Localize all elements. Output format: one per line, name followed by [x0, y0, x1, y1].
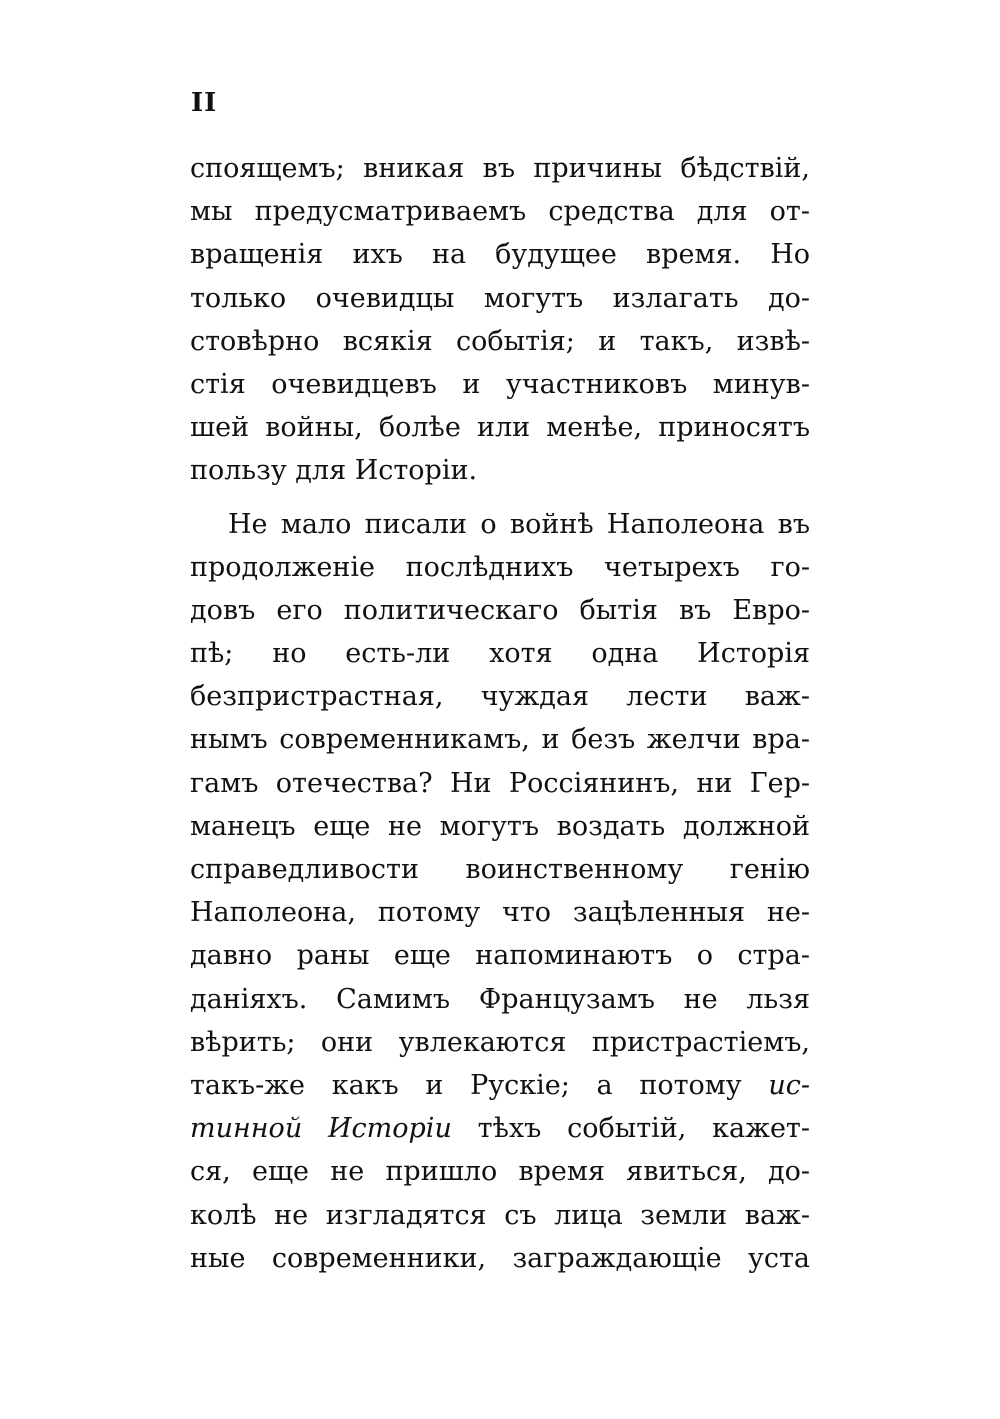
text-line-mixed: [190, 1064, 810, 1107]
text-line: вращенія ихъ на будущее время. Но: [190, 239, 810, 271]
roman-text: тѣхъ событій, кажет-: [477, 1113, 810, 1145]
text-line: споящемъ; вникая въ причины бѣдствій,: [190, 153, 810, 184]
text-line: пѣ; но есть-ли хотя одна Исторія: [190, 638, 810, 670]
text-line: ся, еще не пришло время явиться, до-: [190, 1156, 810, 1188]
text-line: довъ его политическаго бытія въ Евро-: [190, 594, 810, 626]
text-line: Наполеона, потому что зацѣленныя не-: [190, 897, 810, 929]
text-line: справедливости воинственному генію: [190, 854, 810, 885]
text-line: нымъ современникамъ, и безъ желчи вра-: [190, 724, 810, 756]
text-line: мы предусматриваемъ средства для от-: [190, 196, 810, 228]
paragraph-gap: [190, 493, 810, 503]
text-line: вѣрить; они увлекаются пристрастіемъ,: [190, 1026, 810, 1058]
text-line: давно раны еще напоминаютъ о стра-: [190, 940, 810, 972]
text-line: продолженіе послѣднихъ четырехъ го-: [190, 551, 810, 583]
text-line-mixed: [190, 1107, 810, 1150]
italic-text: ис-: [768, 1069, 810, 1101]
italic-text: тинной Исторіи: [190, 1113, 452, 1145]
text-line: даніяхъ. Самимъ Французамъ не льзя: [190, 983, 810, 1015]
page-number: II: [191, 88, 218, 118]
text-line: безпристрастная, чуждая лести важ-: [190, 681, 810, 713]
text-line: гамъ отечества? Ни Россіянинъ, ни Гер-: [190, 767, 810, 799]
text-line: только очевидцы могутъ излагать до-: [190, 282, 810, 314]
text-line: стія очевидцевъ и участниковъ минув-: [190, 368, 810, 400]
text-line: шей войны, болѣе или менѣе, приносятъ: [190, 412, 810, 444]
text-line: манецъ еще не могутъ воздать должной: [190, 810, 810, 842]
roman-text: такъ-же какъ и Рускіе; а потому: [190, 1069, 742, 1101]
text-line: стовѣрно всякія событія; и такъ, извѣ-: [190, 325, 810, 357]
text-line: ные современники, заграждающіе уста: [190, 1242, 810, 1274]
body-text: [190, 147, 810, 1280]
text-line: Не мало писали о войнѣ Наполеона въ: [228, 508, 810, 540]
text-line: колѣ не изгладятся съ лица земли важ-: [190, 1199, 810, 1231]
text-line: пользу для Исторіи.: [190, 455, 478, 487]
